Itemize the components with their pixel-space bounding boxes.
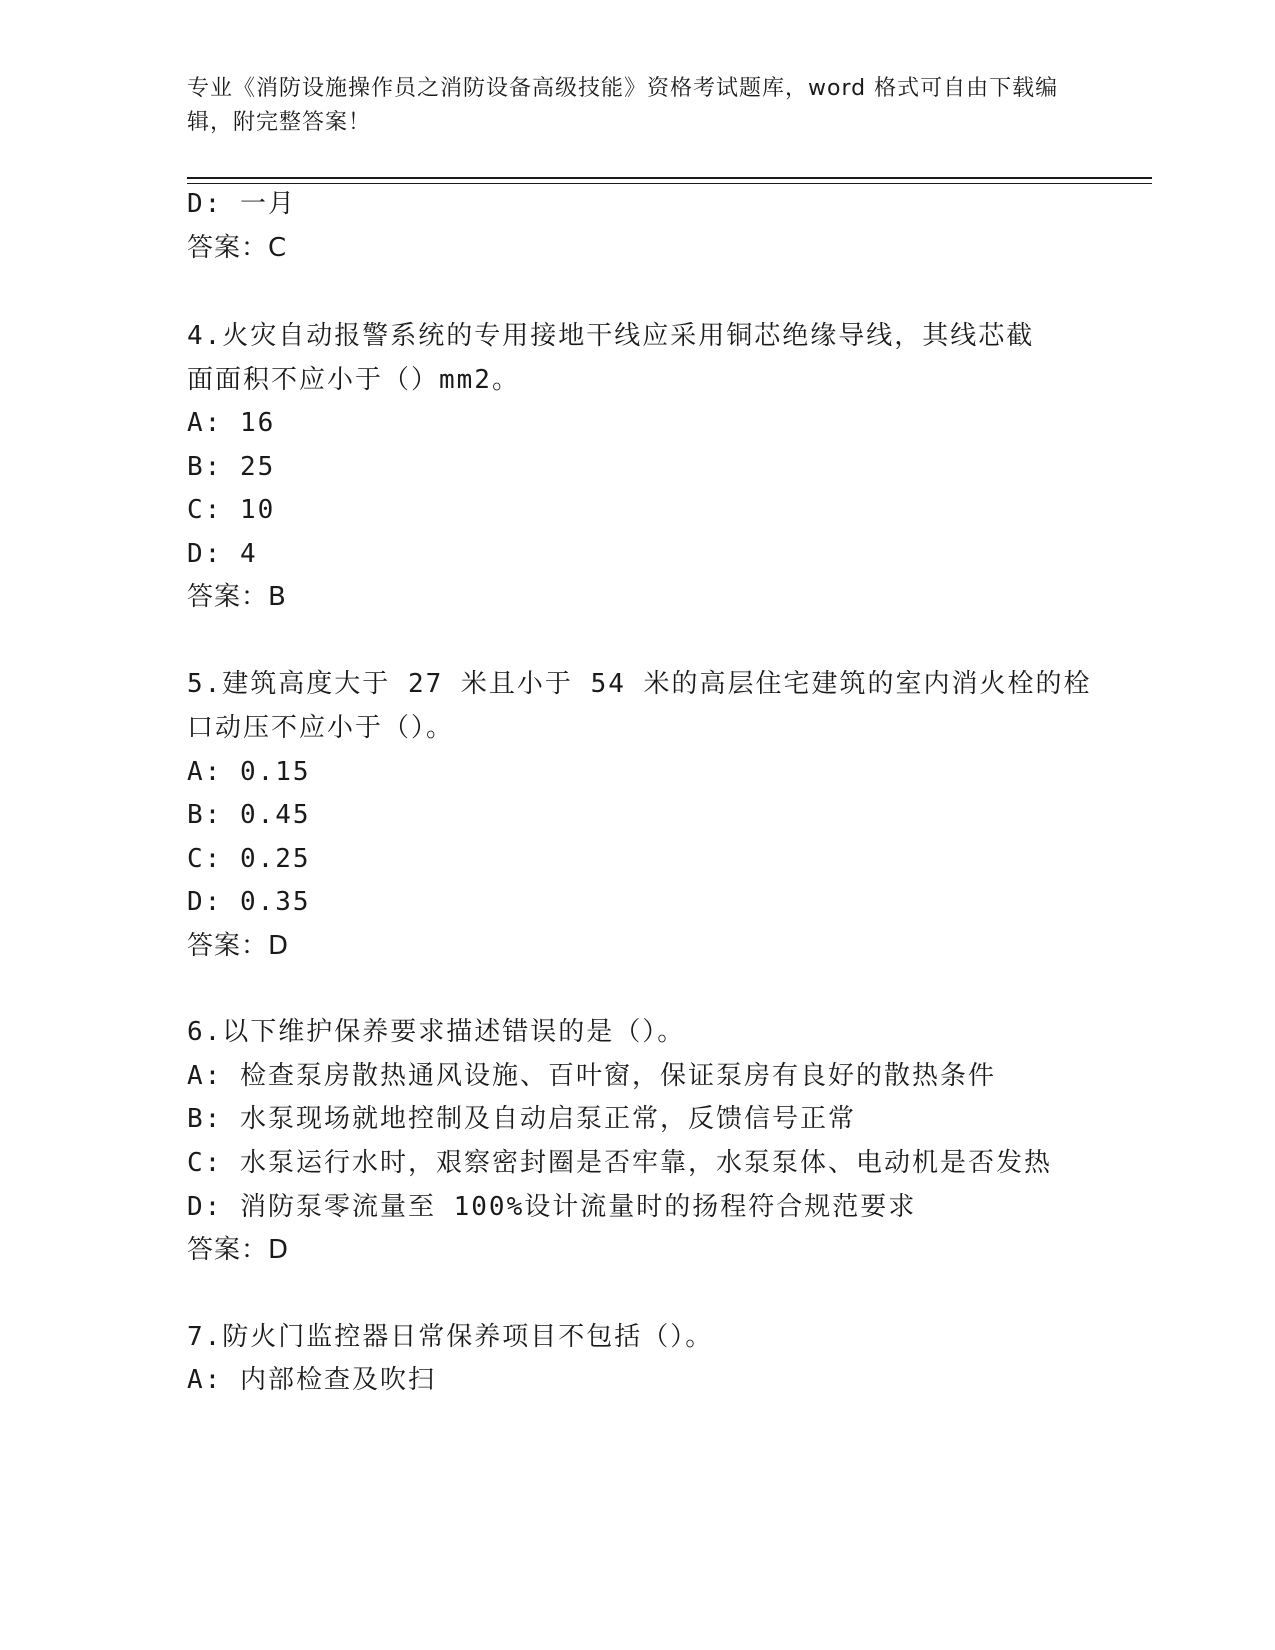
option-a: A: 0.15 bbox=[187, 757, 311, 787]
answer: 答案：C bbox=[187, 233, 288, 263]
option-b: B: 0.45 bbox=[187, 800, 311, 830]
answer: 答案：D bbox=[187, 1235, 290, 1265]
header-divider-thin bbox=[187, 183, 1152, 184]
question-stem: 6.以下维护保养要求描述错误的是（）。 bbox=[187, 1017, 686, 1047]
option-d: D: 一月 bbox=[187, 189, 296, 219]
document-header: 专业《消防设施操作员之消防设备高级技能》资格考试题库，word 格式可自由下载编辑，附完整答案！ bbox=[187, 76, 1059, 135]
option-c: C: 水泵运行水时，艰察密封圈是否牢靠，水泵泵体、电动机是否发热 bbox=[187, 1148, 1052, 1178]
option-a: A: 16 bbox=[187, 408, 276, 438]
answer: 答案：B bbox=[187, 582, 287, 612]
option-c: C: 0.25 bbox=[187, 844, 311, 874]
option-a: A: 检查泵房散热通风设施、百叶窗，保证泵房有良好的散热条件 bbox=[187, 1061, 996, 1091]
option-b: B: 25 bbox=[187, 452, 276, 482]
option-d: D: 4 bbox=[187, 539, 258, 569]
question-stem: 7.防火门监控器日常保养项目不包括（）。 bbox=[187, 1322, 714, 1352]
option-d: D: 消防泵零流量至 100%设计流量时的扬程符合规范要求 bbox=[187, 1192, 917, 1222]
answer: 答案：D bbox=[187, 931, 290, 961]
question-stem: 4.火灾自动报警系统的专用接地干线应采用铜芯绝缘导线，其线芯截 bbox=[187, 321, 1035, 351]
option-b: B: 水泵现场就地控制及自动启泵正常，反馈信号正常 bbox=[187, 1104, 856, 1134]
question-stem-cont: 口动压不应小于（）。 bbox=[187, 713, 455, 743]
question-stem: 5.建筑高度大于 27 米且小于 54 米的高层住宅建筑的室内消火栓的栓 bbox=[187, 669, 1092, 699]
header-divider bbox=[187, 177, 1152, 179]
question-stem-cont: 面面积不应小于（）mm2。 bbox=[187, 365, 520, 395]
option-c: C: 10 bbox=[187, 495, 276, 525]
option-d: D: 0.35 bbox=[187, 887, 311, 917]
option-a: A: 内部检查及吹扫 bbox=[187, 1365, 436, 1395]
